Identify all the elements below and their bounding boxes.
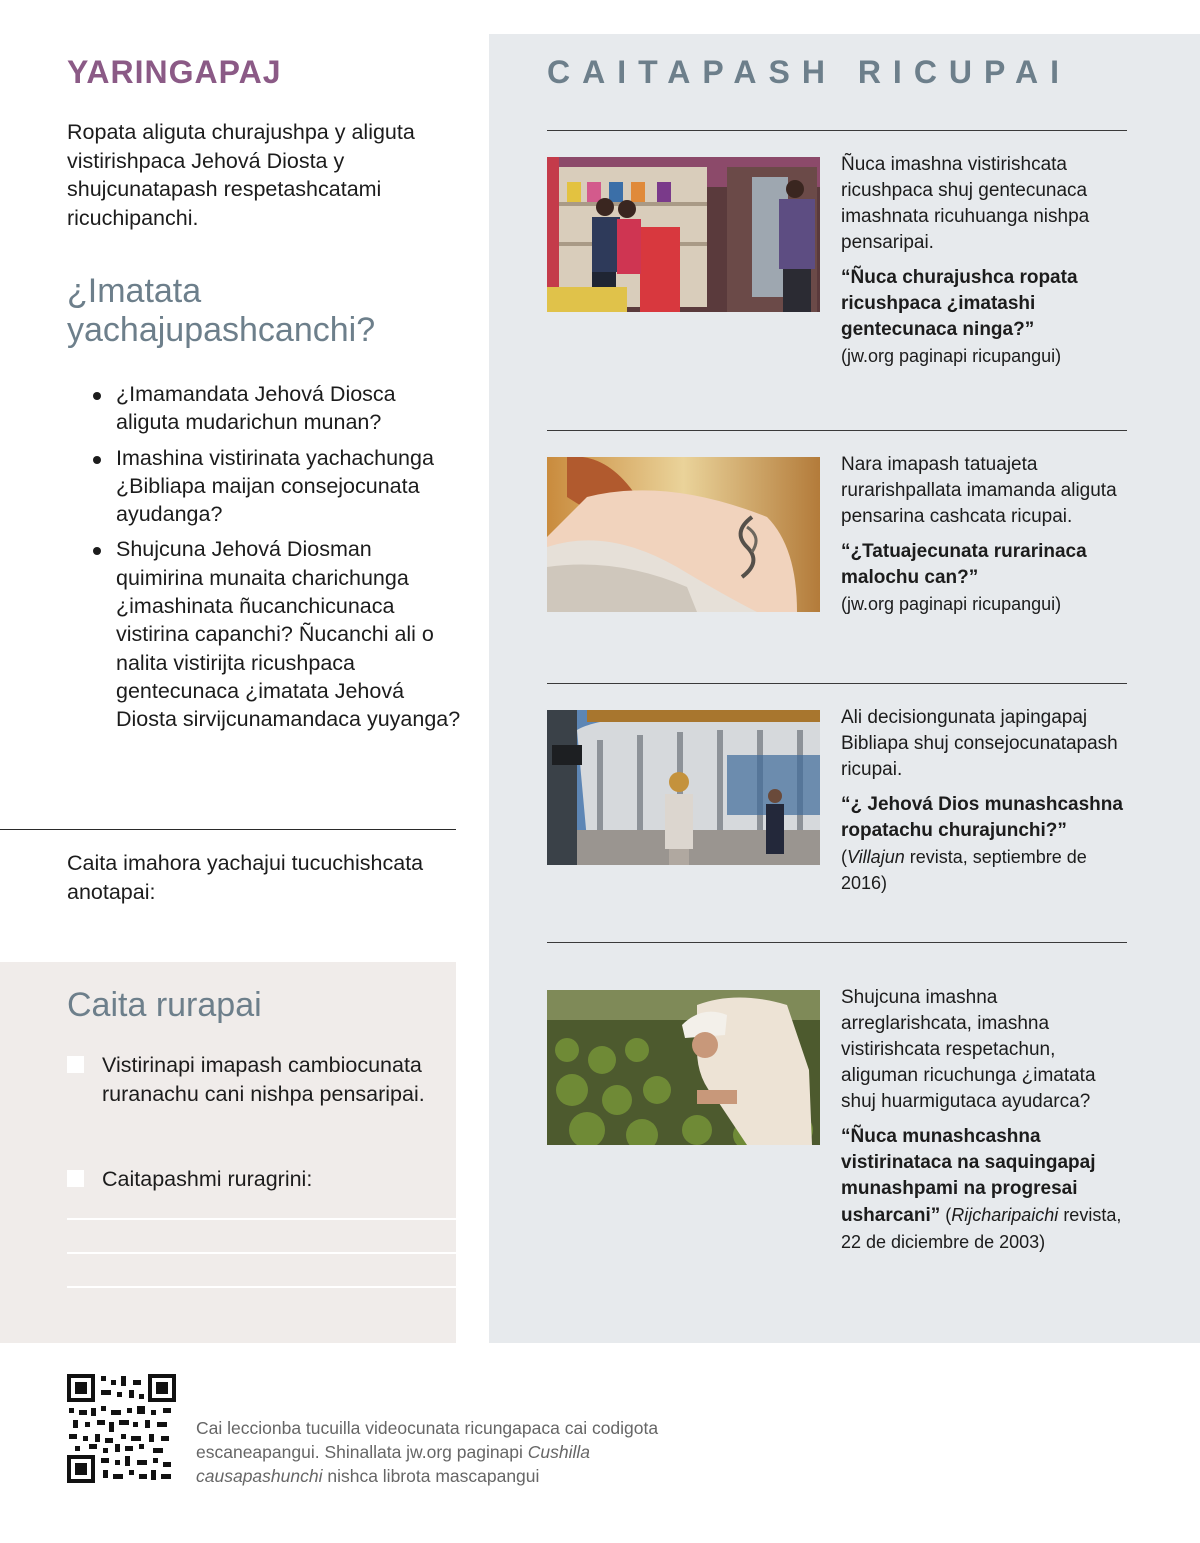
resource-source-text: (jw.org paginapi ricupangui) <box>841 346 1062 366</box>
clothing-store-photo <box>547 157 820 312</box>
question-item <box>92 380 464 437</box>
stadium-convention-photo <box>547 710 820 865</box>
bullet-icon <box>93 392 101 400</box>
resource-source-text: (jw.org paginapi ricupangui) <box>841 594 1062 614</box>
write-in-line[interactable] <box>67 1252 456 1254</box>
notes-prompt: Caita imahora yachajui tucuchishcata anotapai: <box>67 851 424 904</box>
resource-source-text: revista, septiembre de 2016) <box>841 847 1087 893</box>
resource-description: Ñuca imashna vistirishcata ricushpaca shuj gentecunaca imashnata ricuhuanga nishpa pensaripai. <box>841 154 1090 253</box>
resource-source-publication: Villajun <box>847 847 905 867</box>
write-in-line[interactable] <box>67 1286 456 1288</box>
resource-source-publication: Rijcharipaichi <box>951 1205 1059 1225</box>
resource-divider <box>547 942 1127 943</box>
explore-heading: CAITAPASH RICUPAI <box>547 54 1071 90</box>
resource-title-text: “Ñuca munashcashna vistirinataca na saquingapaj munashpami na progresai usharcani” <box>841 1126 1096 1226</box>
try-this-item <box>67 1165 427 1194</box>
resource-divider <box>547 430 1127 431</box>
checkbox[interactable] <box>67 1170 84 1187</box>
resource-source-text: ( <box>940 1205 952 1225</box>
question-item <box>92 444 464 529</box>
footer-text-part: Cai leccionba tucuilla videocunata ricungapaca cai codigota escaneapangui. Shinallata jw.org paginapi <box>196 1418 659 1462</box>
question-text: Shujcuna Jehová Diosman quimirina munaita charichunga ¿imashinata ñucanchicunaca vistirina capanchi? Ñucanchi ali o nalita vistirijta ricushpaca gentecunaca ¿imatata Jehová Diosta sirvijcunamandaca yuyanga? <box>116 537 461 732</box>
resource-3 <box>841 705 1131 896</box>
resource-title[interactable]: “Ñuca churajushca ropata ricushpaca ¿imatashi gentecunaca ninga?” <box>841 267 1078 340</box>
questions-list <box>92 380 464 741</box>
try-this-heading: Caita rurapai <box>67 986 262 1024</box>
resource-1 <box>841 152 1131 369</box>
resource-description: Ali decisiongunata japingapaj Bibliapa shuj consejocunatapash ricupai. <box>841 707 1118 780</box>
question-text: ¿Imamandata Jehová Diosca aliguta mudarichun munan? <box>116 382 396 435</box>
checkbox[interactable] <box>67 1056 84 1073</box>
resource-source <box>841 591 1131 617</box>
bullet-icon <box>93 547 101 555</box>
resource-title[interactable] <box>841 1124 1131 1256</box>
summary-text: Ropata aliguta churajushpa y aliguta vistirishpaca Jehová Diosta y shujcunatapash respetashcatami ricuchipanchi. <box>67 120 415 230</box>
footer-text-part: nishca librota mascapangui <box>322 1466 540 1486</box>
footer-text <box>196 1416 716 1488</box>
qr-code-icon[interactable] <box>67 1374 176 1483</box>
shoulder-tattoo-photo <box>547 457 820 612</box>
try-this-item-text: Caitapashmi ruragrini: <box>102 1167 313 1191</box>
question-item <box>92 535 464 733</box>
resource-source <box>841 343 1131 369</box>
footer-book-title: Cushilla causapashunchi <box>196 1442 591 1486</box>
try-this-item <box>67 1051 427 1109</box>
resource-source-text: revista, 22 de diciembre de 2003) <box>841 1205 1122 1252</box>
resource-description: Shujcuna imashna arreglarishcata, imashna vistirishcata respetachun, aliguman ricuchunga ¿imatata shuj huarmigutaca ayudarca? <box>841 987 1096 1112</box>
question-text: Imashina vistirinata yachachunga ¿Bibliapa maijan consejocunata ayudanga? <box>116 445 434 527</box>
resource-4 <box>841 985 1131 1256</box>
resource-source-text: ( <box>841 847 847 867</box>
summary-title: YARINGAPAJ <box>67 54 282 90</box>
bullet-icon <box>93 456 101 464</box>
try-this-item-text: Vistirinapi imapash cambiocunata ruranachu cani nishpa pensaripai. <box>102 1053 425 1106</box>
resource-title[interactable]: “¿Tatuajecunata rurarinaca malochu can?” <box>841 541 1087 588</box>
resource-2 <box>841 452 1131 617</box>
resource-source <box>841 844 1131 896</box>
write-in-line[interactable] <box>67 1218 456 1220</box>
resource-divider <box>547 683 1127 684</box>
questions-heading: ¿Imatata yachajupashcanchi? <box>67 272 376 349</box>
resource-description: Nara imapash tatuajeta rurarishpallata imamanda aliguta pensarina cashcata ricupai. <box>841 454 1117 527</box>
resource-divider <box>547 130 1127 131</box>
resource-title[interactable]: “¿ Jehová Dios munashcashna ropatachu churajunchi?” <box>841 794 1123 841</box>
section-divider <box>0 829 456 830</box>
field-worker-photo <box>547 990 820 1145</box>
